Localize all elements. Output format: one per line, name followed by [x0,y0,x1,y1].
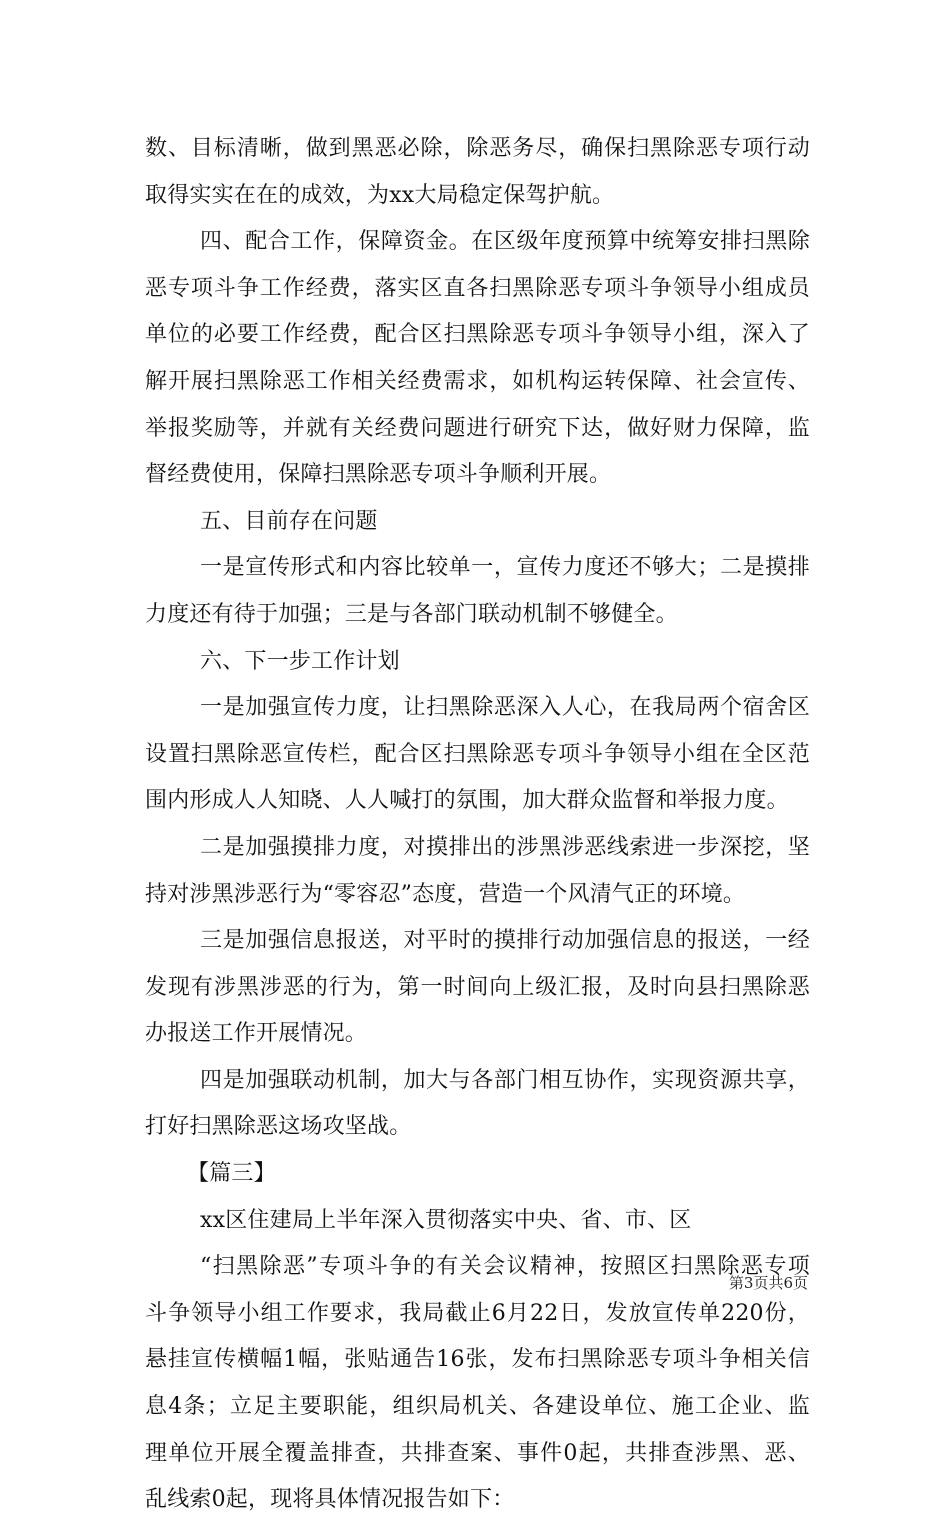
text-line: 四是加强联动机制，加大与各部门相互协作，实现资源共享， [200,1067,810,1093]
text-line: “扫黑除恶”专项斗争的有关会议精神，按照区扫黑除恶专项 [200,1254,810,1280]
text-line: 【篇三】 [187,1161,276,1187]
text-line: 打好扫黑除恶这场攻坚战。 [145,1114,412,1140]
text-line: 三是加强信息报送，对平时的摸排行动加强信息的报送，一经 [200,928,810,954]
text-line: 解开展扫黑除恶工作相关经费需求，如机构运转保障、社会宣传、 [145,368,810,394]
text-line: 办报送工作开展情况。 [145,1021,368,1047]
document-body [145,126,810,1524]
text-line: 围内形成人人知晓、人人喊打的氛围，加大群众监督和举报力度。 [145,788,789,814]
text-line: 乱线索0起，现将具体情况报告如下： [145,1487,515,1513]
text-line: 设置扫黑除恶宣传栏，配合区扫黑除恶专项斗争领导小组在全区范 [145,741,810,767]
text-line: 息4条；立足主要职能，组织局机关、各建设单位、施工企业、监 [145,1394,810,1420]
text-line: 一是宣传形式和内容比较单一，宣传力度还不够大；二是摸排 [200,555,810,581]
text-line: 力度还有待于加强；三是与各部门联动机制不够健全。 [145,601,678,627]
text-line: 举报奖励等，并就有关经费问题进行研究下达，做好财力保障，监 [145,415,810,441]
text-line: xx区住建局上半年深入贯彻落实中央、省、市、区 [200,1207,692,1233]
text-line: 一是加强宣传力度，让扫黑除恶深入人心，在我局两个宿舍区 [200,695,810,721]
page-number: 第3页共6页 [728,1274,808,1292]
text-line: 二是加强摸排力度，对摸排出的涉黑涉恶线索进一步深挖，坚 [200,834,810,860]
text-line: 五、目前存在问题 [200,508,378,534]
text-line: 四、配合工作，保障资金。在区级年度预算中统筹安排扫黑除 [200,229,810,255]
text-line: 悬挂宣传横幅1幅，张贴通告16张，发布扫黑除恶专项斗争相关信 [145,1347,810,1373]
text-line: 持对涉黑涉恶行为“零容忍”态度，营造一个风清气正的环境。 [145,881,746,907]
text-line: 单位的必要工作经费，配合区扫黑除恶专项斗争领导小组，深入了 [145,322,810,348]
text-line: 理单位开展全覆盖排查，共排查案、事件0起，共排查涉黑、恶、 [145,1440,810,1466]
text-line: 斗争领导小组工作要求，我局截止6月22日，发放宣传单220份， [145,1300,810,1326]
page-footer [0,1271,950,1295]
text-line: 取得实实在在的成效，为xx大局稳定保驾护航。 [145,182,615,208]
text-line: 六、下一步工作计划 [200,648,400,674]
text-line: 数、目标清晰，做到黑恶必除，除恶务尽，确保扫黑除恶专项行动 [145,136,810,161]
text-line: 发现有涉黑涉恶的行为，第一时间向上级汇报，及时向县扫黑除恶 [145,974,810,1000]
text-line: 督经费使用，保障扫黑除恶专项斗争顺利开展。 [145,462,612,488]
text-line: 恶专项斗争工作经费，落实区直各扫黑除恶专项斗争领导小组成员 [145,275,810,301]
